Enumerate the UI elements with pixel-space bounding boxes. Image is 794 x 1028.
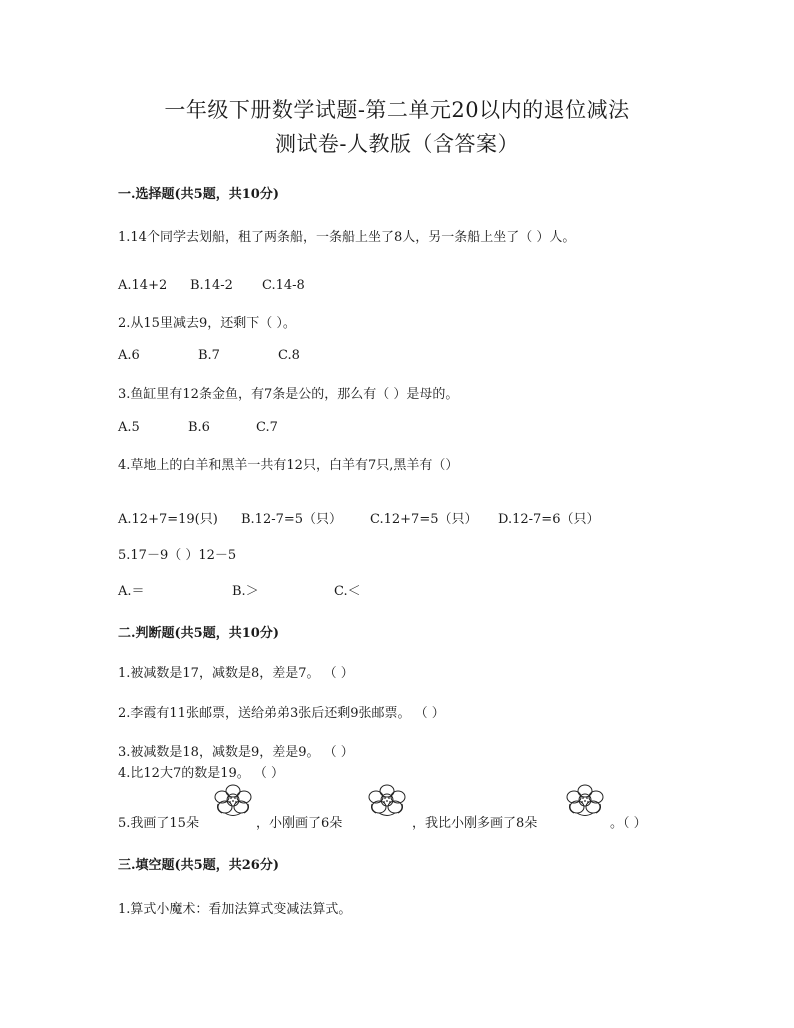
choice-4-option-a: A.12+7=19(只) <box>118 512 218 527</box>
choice-2-option-c: C.8 <box>278 348 300 363</box>
choice-5-option-b: B.＞ <box>232 584 259 599</box>
choice-3-option-c: C.7 <box>256 420 278 435</box>
judge-question-5-part3: ，我比小刚多画了8朵 <box>412 816 538 831</box>
choice-2-option-a: A.6 <box>118 348 140 363</box>
choice-3-option-a: A.5 <box>118 420 140 435</box>
judge-question-1: 1.被减数是17，减数是8，差是7。 （ ） <box>118 666 354 681</box>
judge-question-5-part2: ，小刚画了6朵 <box>256 816 343 831</box>
choice-4-option-b: B.12-7=5（只） <box>241 512 343 527</box>
choice-question-3: 3.鱼缸里有12条金鱼，有7条是公的，那么有（ ）是母的。 <box>118 387 459 402</box>
judge-question-2: 2.李霞有11张邮票，送给弟弟3张后还剩9张邮票。 （ ） <box>118 706 445 721</box>
section-heading-choice: 一.选择题(共5题，共10分) <box>118 187 279 202</box>
choice-4-option-c: C.12+7=5（只） <box>370 512 478 527</box>
choice-3-option-b: B.6 <box>188 420 210 435</box>
choice-1-option-c: C.14-8 <box>262 278 305 293</box>
choice-1-option-b: B.14-2 <box>190 278 233 293</box>
judge-question-3: 3.被减数是18，减数是9，差是9。 （ ） <box>118 745 354 760</box>
flower-icon <box>212 782 254 818</box>
page-title-line2: 测试卷-人教版（含答案） <box>274 132 520 156</box>
choice-1-option-a: A.14+2 <box>118 278 168 293</box>
choice-question-1: 1.14个同学去划船，租了两条船，一条船上坐了8人，另一条船上坐了（ ）人。 <box>118 230 576 245</box>
choice-question-5: 5.17－9（ ）12－5 <box>118 548 237 563</box>
judge-question-5-part1: 5.我画了15朵 <box>118 816 199 831</box>
section-heading-fill: 三.填空题(共5题，共26分) <box>118 858 279 873</box>
fill-question-1: 1.算式小魔术：看加法算式变减法算式。 <box>118 902 352 917</box>
choice-question-2: 2.从15里减去9，还剩下（ ）。 <box>118 316 296 331</box>
choice-question-4: 4.草地上的白羊和黑羊一共有12只，白羊有7只,黑羊有（） <box>118 458 459 473</box>
page-title-line1: 一年级下册数学试题-第二单元20以内的退位减法 <box>164 98 630 122</box>
judge-question-5-part4: 。（ ） <box>610 816 647 831</box>
section-heading-judge: 二.判断题(共5题，共10分) <box>118 626 279 641</box>
choice-5-option-a: A.＝ <box>118 584 145 599</box>
flower-icon <box>564 782 606 818</box>
flower-icon <box>366 782 408 818</box>
judge-question-4: 4.比12大7的数是19。 （ ） <box>118 766 285 781</box>
choice-4-option-d: D.12-7=6（只） <box>498 512 600 527</box>
choice-5-option-c: C.＜ <box>334 584 361 599</box>
choice-2-option-b: B.7 <box>198 348 220 363</box>
